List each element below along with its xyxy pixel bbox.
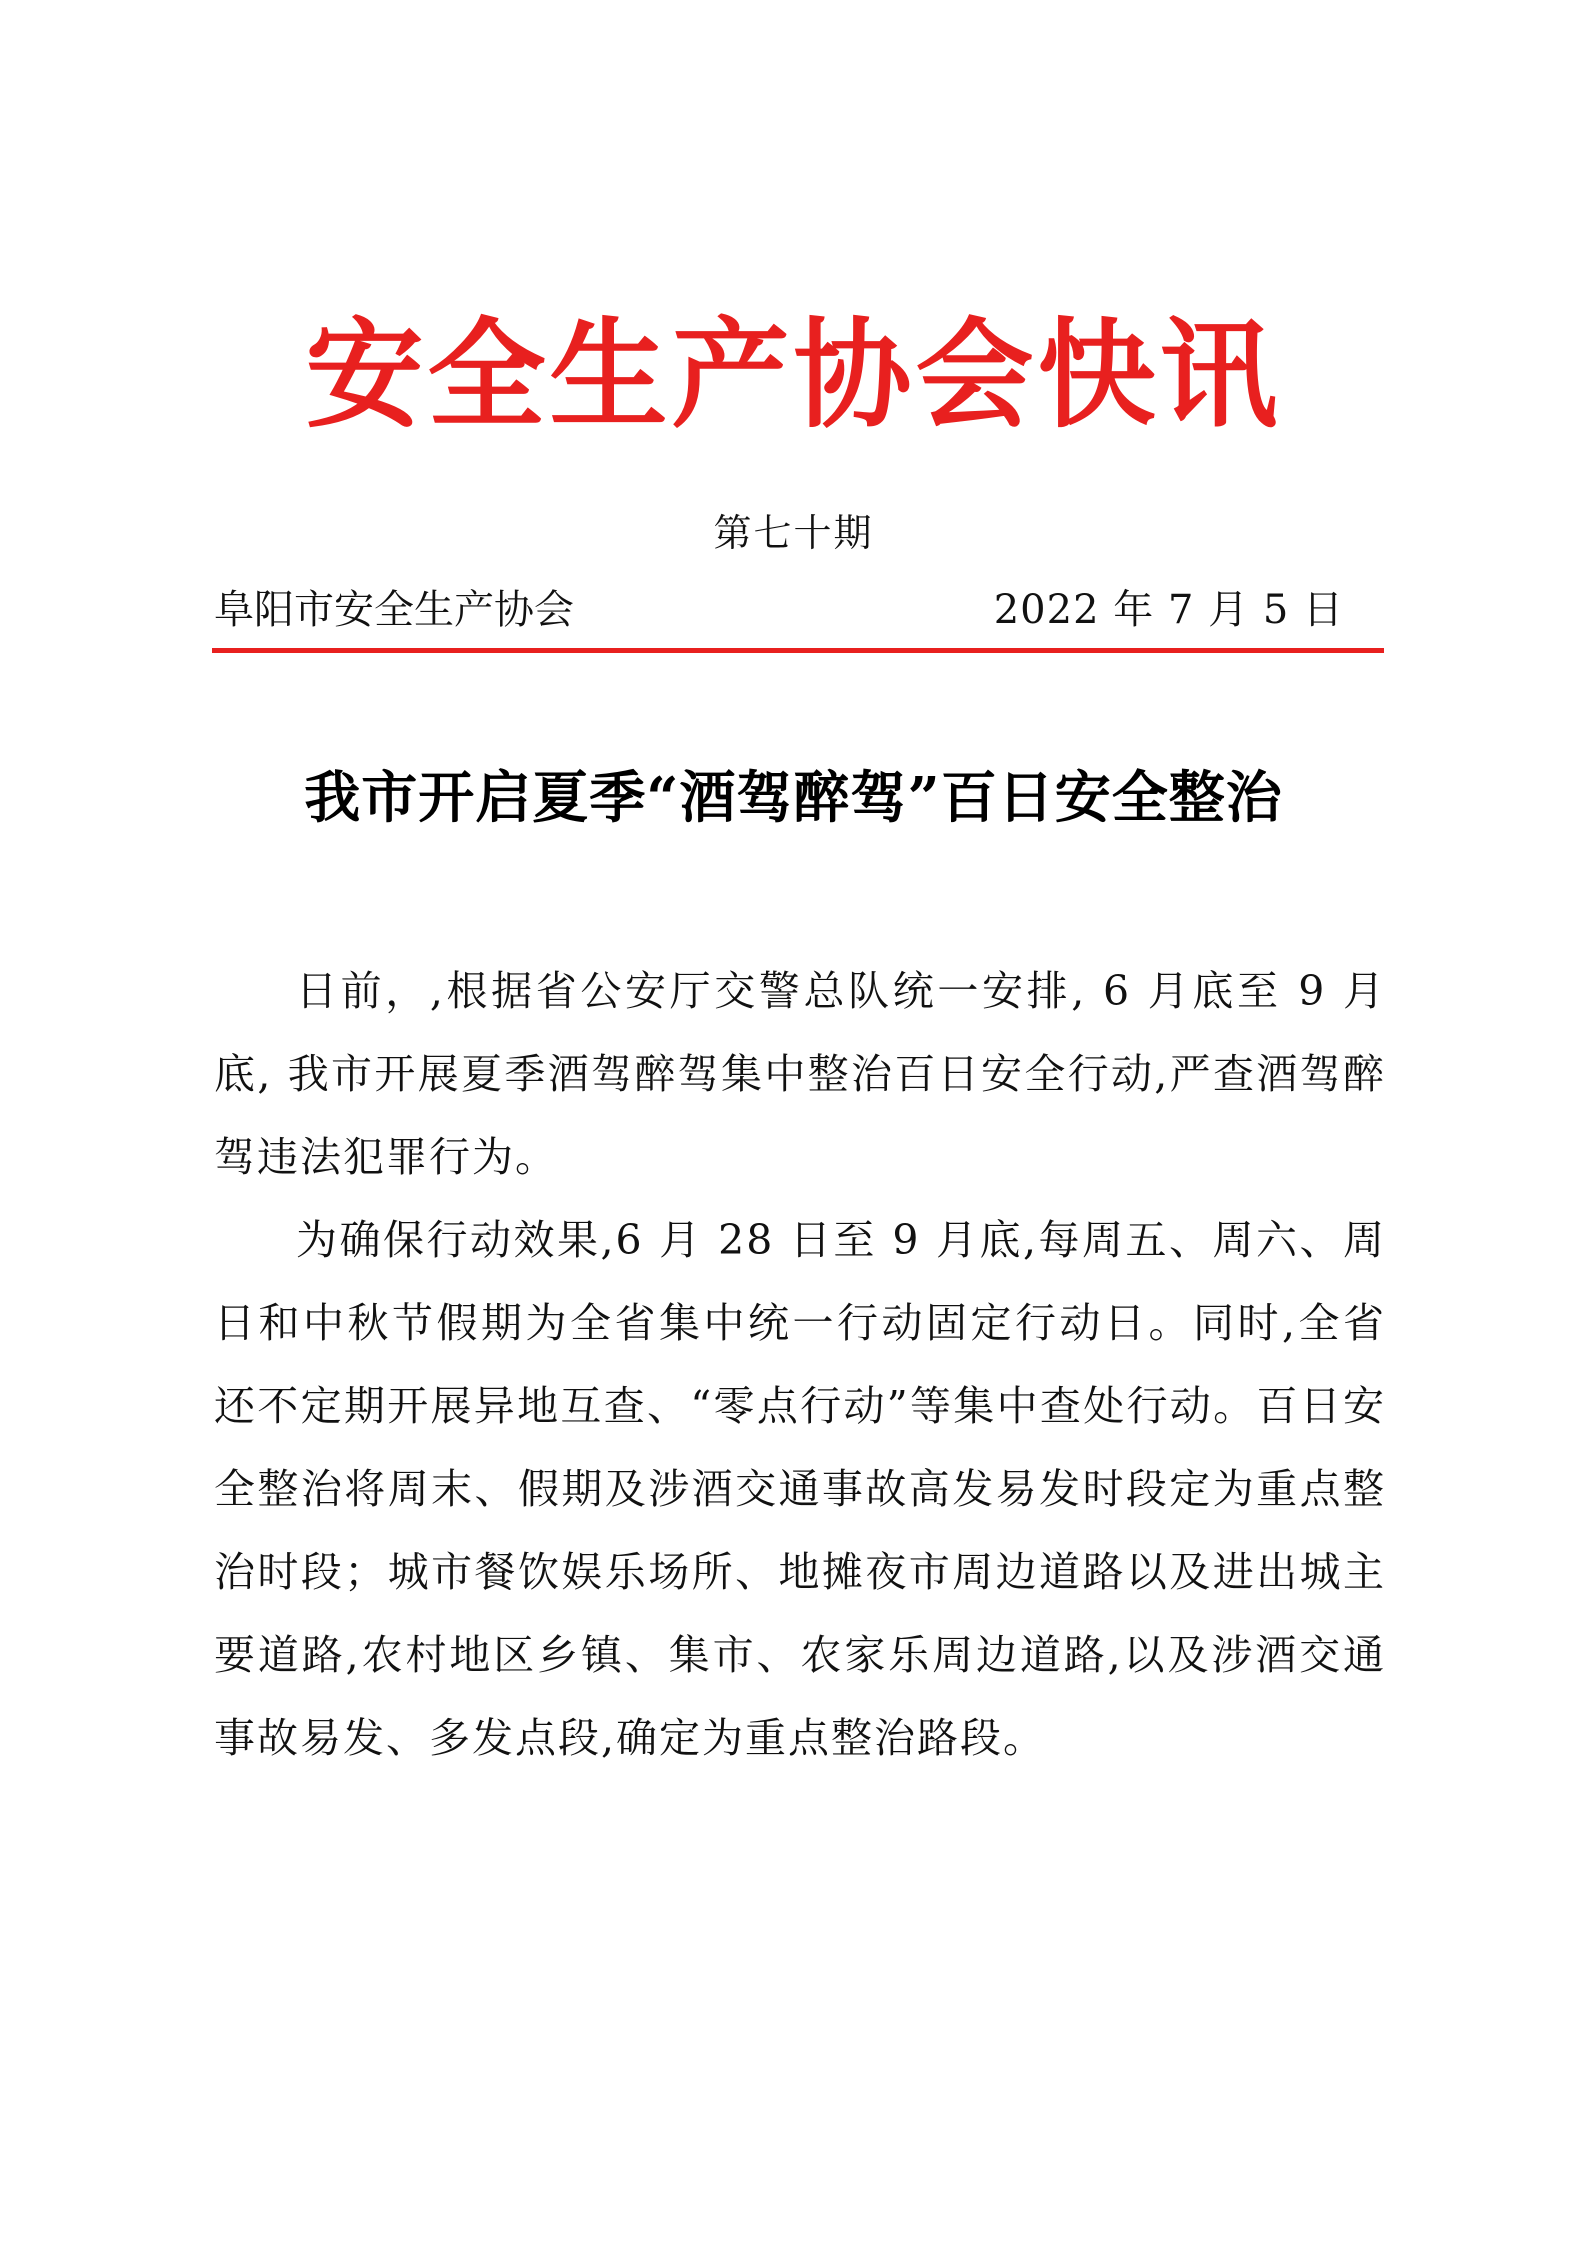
- publication-date: 2022 年 7 月 5 日: [993, 587, 1344, 633]
- article-headline: 我市开启夏季“酒驾醉驾”百日安全整治: [304, 765, 1283, 831]
- article-body: [214, 950, 1386, 1780]
- publisher-name: 阜阳市安全生产协会: [214, 587, 574, 633]
- article-paragraph: 为确保行动效果,6 月 28 日至 9 月底,每周五、周六、周日和中秋节假期为全省集中统一行动固定行动日。同时,全省还不定期开展异地互查、“零点行动”等集中查处行动。百日安全整治将周末、假期及涉酒交通事故高发易发时段定为重点整治时段；城市餐饮娱乐场所、地摊夜市周边道路以及进出城主要道路,农村地区乡镇、集市、农家乐周边道路,以及涉酒交通事故易发、多发点段,确定为重点整治路段。: [214, 1216, 1386, 1762]
- newsletter-title: 安全生产协会快讯: [305, 306, 1282, 444]
- article-paragraph: 日前，,根据省公安厅交警总队统一安排, 6 月底至 9 月底, 我市开展夏季酒驾醉驾集中整治百日安全行动,严查酒驾醉驾违法犯罪行为。: [214, 967, 1386, 1181]
- publication-info: [214, 580, 1344, 640]
- red-divider: [212, 648, 1384, 653]
- issue-number: 第七十期: [713, 511, 874, 555]
